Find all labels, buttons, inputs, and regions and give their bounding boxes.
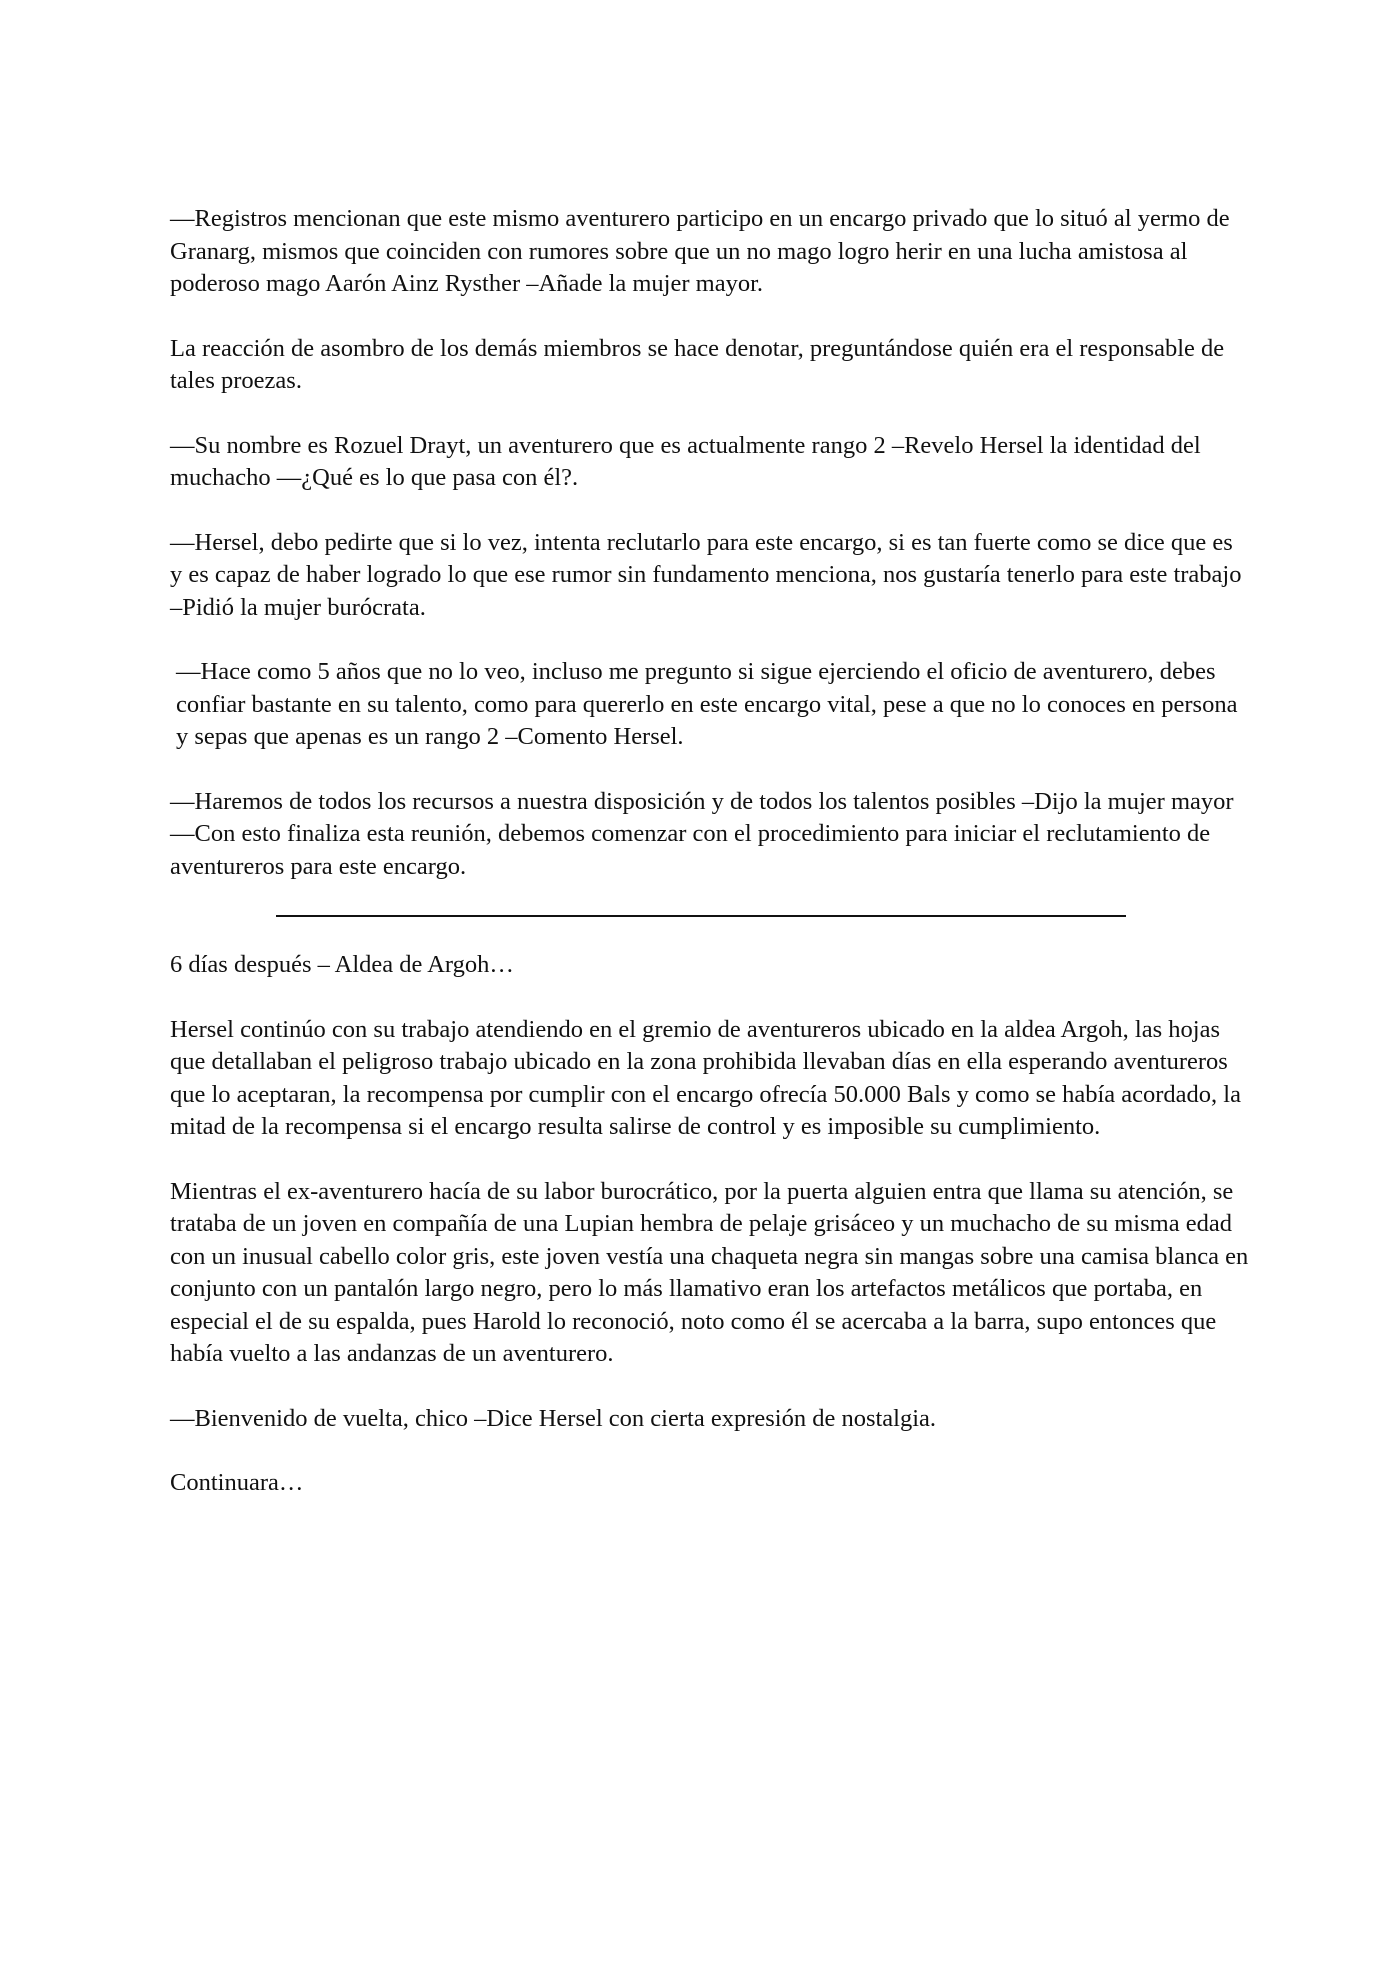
paragraph: —Hersel, debo pedirte que si lo vez, intenta reclutarlo para este encargo, si es tan fuerte como se dice que es y es capaz de haber logrado lo que ese rumor sin fundamento menciona, nos gustaría tenerlo para este trabajo –Pidió la mujer burócrata. [170, 528, 1242, 621]
paragraph: —Bienvenido de vuelta, chico –Dice Hersel con cierta expresión de nostalgia. [170, 1404, 937, 1432]
section-divider [276, 915, 1126, 917]
scene-heading: 6 días después – Aldea de Argoh… [170, 951, 514, 978]
paragraph: —Haremos de todos los recursos a nuestra disposición y de todos los talentos posibles –Dijo la mujer mayor —Con esto finaliza esta reunión, debemos comenzar con el procedimiento para iniciar el reclutamiento de aventureros para este encargo. [170, 787, 1234, 880]
paragraph: —Registros mencionan que este mismo aventurero participo en un encargo privado que lo situó al yermo de Granarg, mismos que coinciden con rumores sobre que un no mago logro herir en una lucha amistosa al poderoso mago Aarón Ainz Rysther –Añade la mujer mayor. [170, 205, 1230, 297]
paragraph: Mientras el ex-aventurero hacía de su labor burocrático, por la puerta alguien entra que llama su atención, se trataba de un joven en compañía de una Lupian hembra de pelaje grisáceo y un muchacho de su misma edad con un inusual cabello color gris, este joven vestía una chaqueta negra sin mangas sobre una camisa blanca en conjunto con un pantalón largo negro, pero lo más llamativo eran los artefactos metálicos que portaba, en especial el de su espalda, pues Harold lo reconoció, noto como él se acercaba a la barra, supo entonces que había vuelto a las andanzas de un aventurero. [170, 1177, 1249, 1367]
closing-line: Continuara… [170, 1469, 304, 1496]
paragraph: —Hace como 5 años que no lo veo, incluso me pregunto si sigue ejerciendo el oficio de aventurero, debes confiar bastante en su talento, como para quererlo en este encargo vital, pese a que no lo conoces en persona y sepas que apenas es un rango 2 –Comento Hersel. [176, 658, 1238, 750]
paragraph: —Su nombre es Rozuel Drayt, un aventurero que es actualmente rango 2 –Revelo Hersel la identidad del muchacho —¿Qué es lo que pasa con él?. [170, 431, 1201, 491]
paragraph: La reacción de asombro de los demás miembros se hace denotar, preguntándose quién era el responsable de tales proezas. [170, 334, 1225, 394]
paragraph: Hersel continúo con su trabajo atendiendo en el gremio de aventureros ubicado en la aldea Argoh, las hojas que detallaban el peligroso trabajo ubicado en la zona prohibida llevaban días en ella esperando aventureros que lo aceptaran, la recompensa por cumplir con el encargo ofrecía 50.000 Bals y como se había acordado, la mitad de la recompensa si el encargo resulta salirse de control y es imposible su cumplimiento. [170, 1015, 1241, 1140]
document-body [170, 203, 1250, 1532]
